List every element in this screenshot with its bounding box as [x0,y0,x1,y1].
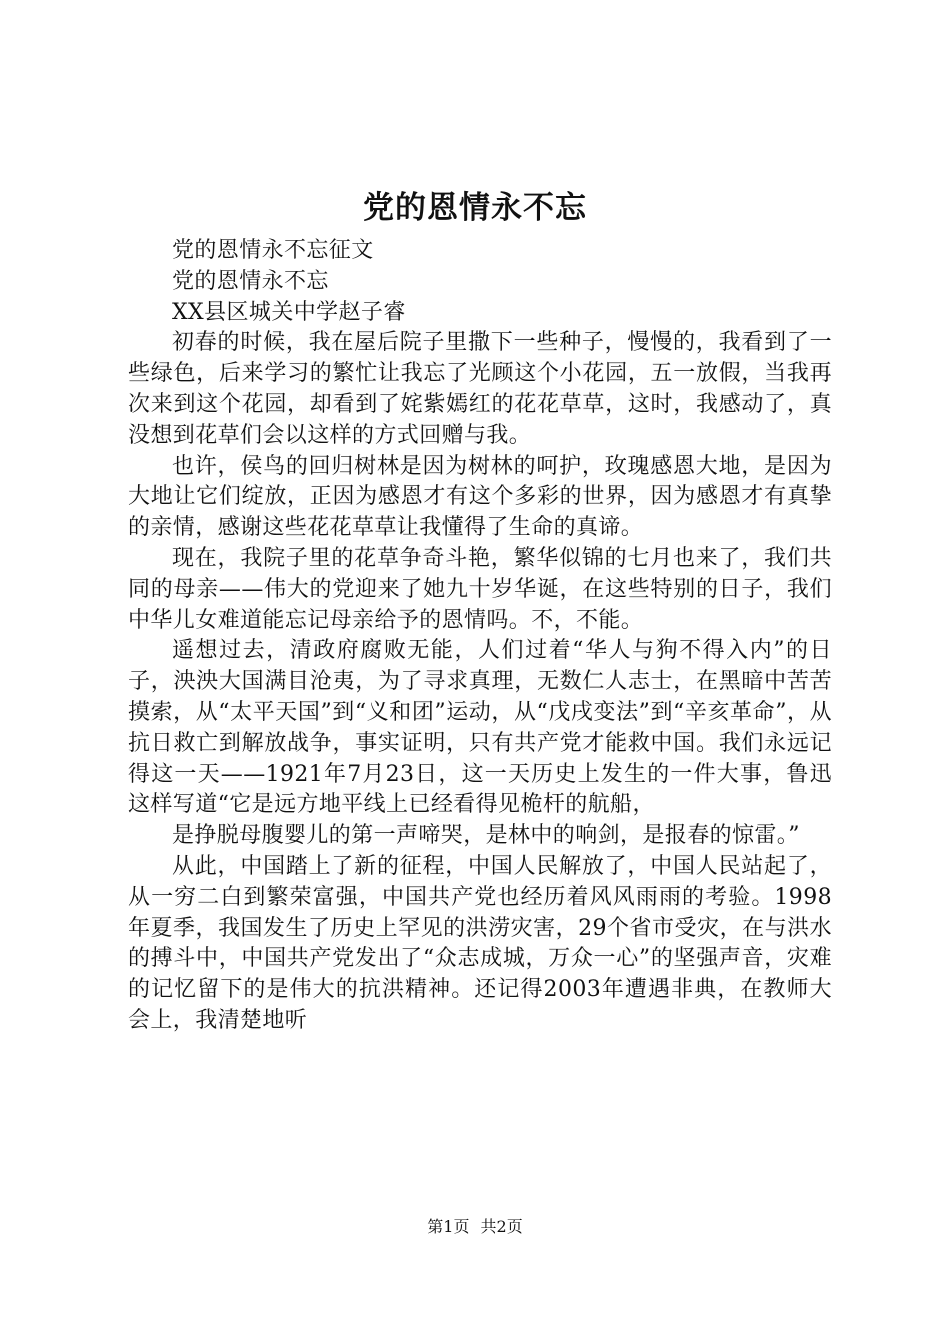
essay-subtitle: 党的恩情永不忘 [172,268,329,294]
document-body [128,236,832,1037]
document-title: 党的恩情永不忘 [363,190,587,226]
page-total: 共2页 [480,1217,523,1236]
paragraph: 遥想过去，清政府腐败无能，人们过着“华人与狗不得入内”的日子，泱泱大国满目沧夷，为了寻求真理，无数仁人志士，在黑暗中苦苦摸索，从“太平天国”到“义和团”运动，从“戊戌变法”到“辛亥革命”，从抗日救亡到解放战争，事实证明，只有共产党才能救中国。我们永远记得这一天——1921年7月23日，这一天历史上发生的一件大事，鲁迅这样写道“它是远方地平线上已经看得见桅杆的航船， [128,638,832,818]
paragraph: 从此，中国踏上了新的征程，中国人民解放了，中国人民站起了，从一穷二白到繁荣富强，中国共产党也经历着风风雨雨的考验。1998年夏季，我国发生了历史上罕见的洪涝灾害，29个省市受灾，在与洪水的搏斗中，中国共产党发出了“众志成城，万众一心”的坚强声音，灾难的记忆留下的是伟大的抗洪精神。还记得2003年遭遇非典，在教师大会上，我清楚地听 [128,853,832,1033]
author-line: XX县区城关中学赵子睿 [172,299,406,325]
essay-heading: 党的恩情永不忘征文 [172,238,374,263]
paragraph: 也许，侯鸟的回归树林是因为树林的呵护，玫瑰感恩大地，是因为大地让它们绽放，正因为感恩才有这个多彩的世界，因为感恩才有真挚的亲情，感谢这些花花草草让我懂得了生命的真谛。 [128,453,832,541]
paragraph: 是挣脱母腹婴儿的第一声啼哭，是林中的响剑，是报春的惊雷。” [172,823,800,849]
paragraph: 现在，我院子里的花草争奇斗艳，繁华似锦的七月也来了，我们共同的母亲——伟大的党迎来了她九十岁华诞，在这些特别的日子，我们中华儿女难道能忘记母亲给予的恩情吗。不，不能。 [128,545,832,633]
page-footer [0,1216,950,1238]
paragraph: 初春的时候，我在屋后院子里撒下一些种子，慢慢的，我看到了一些绿色，后来学习的繁忙让我忘了光顾这个小花园，五一放假，当我再次来到这个花园，却看到了姹紫嫣红的花花草草，这时，我感动了，真没想到花草们会以这样的方式回赠与我。 [128,330,832,448]
page-number: 第1页 [427,1217,470,1236]
